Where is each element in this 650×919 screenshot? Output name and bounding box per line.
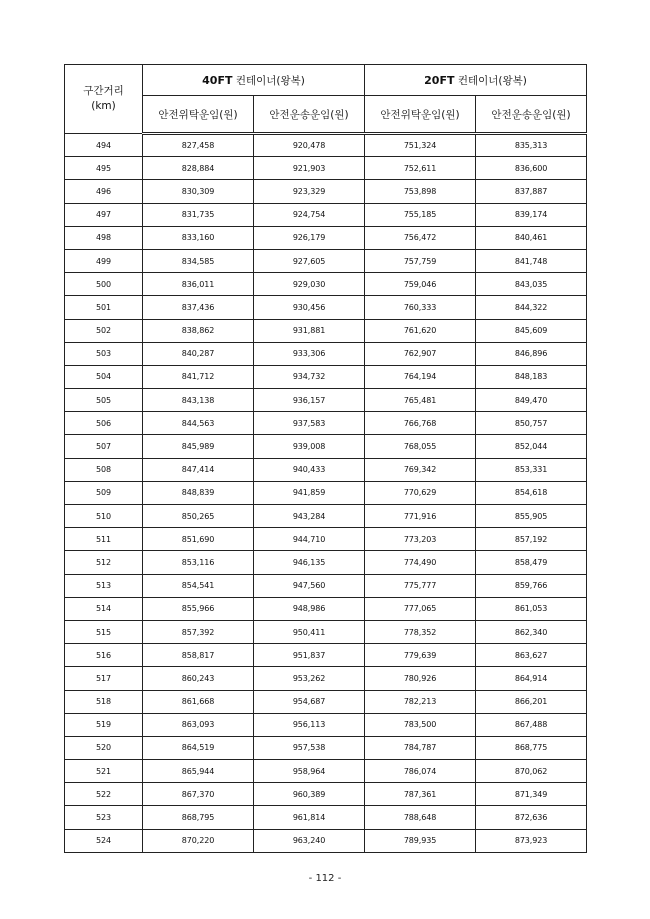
transport-fare-20ft-cell: 867,488: [476, 713, 587, 736]
table-row: [65, 760, 587, 783]
consign-fare-40ft-cell: 840,287: [143, 342, 254, 365]
distance-cell: 505: [65, 389, 143, 412]
consign-fare-40ft-cell: 848,839: [143, 481, 254, 504]
consign-fare-20ft-cell: 760,333: [365, 296, 476, 319]
transport-fare-20ft-header: 안전운송운임(원): [476, 96, 587, 134]
table-row: [65, 690, 587, 713]
transport-fare-20ft-cell: 870,062: [476, 760, 587, 783]
consign-fare-40ft-cell: 861,668: [143, 690, 254, 713]
table-row: [65, 319, 587, 342]
distance-cell: 504: [65, 365, 143, 388]
consign-fare-20ft-cell: 778,352: [365, 620, 476, 643]
transport-fare-20ft-cell: 853,331: [476, 458, 587, 481]
consign-fare-40ft-cell: 831,735: [143, 203, 254, 226]
transport-fare-40ft-cell: 926,179: [254, 226, 365, 249]
table-row: [65, 249, 587, 272]
consign-fare-20ft-cell: 783,500: [365, 713, 476, 736]
consign-fare-20ft-cell: 784,787: [365, 736, 476, 759]
distance-cell: 496: [65, 180, 143, 203]
distance-cell: 513: [65, 574, 143, 597]
consign-fare-20ft-cell: 755,185: [365, 203, 476, 226]
distance-cell: 500: [65, 273, 143, 296]
transport-fare-20ft-cell: 839,174: [476, 203, 587, 226]
distance-cell: 506: [65, 412, 143, 435]
consign-fare-20ft-cell: 787,361: [365, 783, 476, 806]
consign-fare-20ft-cell: 773,203: [365, 528, 476, 551]
transport-fare-20ft-cell: 864,914: [476, 667, 587, 690]
consign-fare-20ft-cell: 771,916: [365, 505, 476, 528]
consign-fare-40ft-cell: 844,563: [143, 412, 254, 435]
transport-fare-40ft-cell: 946,135: [254, 551, 365, 574]
consign-fare-20ft-cell: 757,759: [365, 249, 476, 272]
table-row: [65, 713, 587, 736]
table-row: [65, 574, 587, 597]
transport-fare-20ft-cell: 857,192: [476, 528, 587, 551]
group-20ft-size: 20FT: [424, 73, 455, 87]
transport-fare-40ft-cell: 941,859: [254, 481, 365, 504]
consign-fare-40ft-cell: 851,690: [143, 528, 254, 551]
transport-fare-20ft-cell: 863,627: [476, 644, 587, 667]
consign-fare-40ft-cell: 850,265: [143, 505, 254, 528]
consign-fare-40ft-cell: 860,243: [143, 667, 254, 690]
consign-fare-20ft-cell: 762,907: [365, 342, 476, 365]
consign-fare-20ft-cell: 789,935: [365, 829, 476, 852]
table-row: [65, 783, 587, 806]
transport-fare-20ft-cell: 837,887: [476, 180, 587, 203]
consign-fare-40ft-cell: 845,989: [143, 435, 254, 458]
table-row: [65, 551, 587, 574]
transport-fare-40ft-cell: 947,560: [254, 574, 365, 597]
distance-cell: 510: [65, 505, 143, 528]
table-row: [65, 644, 587, 667]
transport-fare-20ft-cell: 836,600: [476, 157, 587, 180]
consign-fare-40ft-cell: 836,011: [143, 273, 254, 296]
transport-fare-40ft-cell: 940,433: [254, 458, 365, 481]
transport-fare-40ft-cell: 953,262: [254, 667, 365, 690]
distance-cell: 515: [65, 620, 143, 643]
transport-fare-40ft-cell: 920,478: [254, 134, 365, 157]
consign-fare-40ft-cell: 854,541: [143, 574, 254, 597]
consign-fare-20ft-cell: 761,620: [365, 319, 476, 342]
fare-table-body: [65, 134, 587, 853]
transport-fare-40ft-cell: 958,964: [254, 760, 365, 783]
distance-cell: 519: [65, 713, 143, 736]
table-row: [65, 412, 587, 435]
distance-cell: 521: [65, 760, 143, 783]
transport-fare-20ft-cell: 852,044: [476, 435, 587, 458]
consign-fare-20ft-header: 안전위탁운임(원): [365, 96, 476, 134]
consign-fare-20ft-cell: 780,926: [365, 667, 476, 690]
consign-fare-40ft-cell: 843,138: [143, 389, 254, 412]
table-row: [65, 458, 587, 481]
transport-fare-20ft-cell: 855,905: [476, 505, 587, 528]
distance-cell: 524: [65, 829, 143, 852]
distance-cell: 498: [65, 226, 143, 249]
distance-cell: 508: [65, 458, 143, 481]
consign-fare-40ft-cell: 833,160: [143, 226, 254, 249]
consign-fare-40ft-cell: 870,220: [143, 829, 254, 852]
transport-fare-20ft-cell: 850,757: [476, 412, 587, 435]
table-row: [65, 365, 587, 388]
transport-fare-20ft-cell: 868,775: [476, 736, 587, 759]
transport-fare-40ft-cell: 951,837: [254, 644, 365, 667]
transport-fare-40ft-header: 안전운송운임(원): [254, 96, 365, 134]
consign-fare-20ft-cell: 788,648: [365, 806, 476, 829]
group-20ft-label: 컨테이너(왕복): [457, 74, 527, 87]
transport-fare-40ft-cell: 921,903: [254, 157, 365, 180]
transport-fare-40ft-cell: 933,306: [254, 342, 365, 365]
transport-fare-40ft-cell: 948,986: [254, 597, 365, 620]
transport-fare-20ft-cell: 841,748: [476, 249, 587, 272]
transport-fare-20ft-cell: 845,609: [476, 319, 587, 342]
group-20ft-header: [365, 65, 587, 96]
distance-cell: 495: [65, 157, 143, 180]
distance-cell: 501: [65, 296, 143, 319]
transport-fare-40ft-cell: 931,881: [254, 319, 365, 342]
consign-fare-20ft-cell: 756,472: [365, 226, 476, 249]
page-number: - 112 -: [308, 873, 342, 884]
consign-fare-20ft-cell: 759,046: [365, 273, 476, 296]
table-row: [65, 597, 587, 620]
table-row: [65, 157, 587, 180]
distance-header-label: 구간거리: [83, 85, 124, 97]
group-40ft-label: 컨테이너(왕복): [235, 74, 305, 87]
transport-fare-20ft-cell: 858,479: [476, 551, 587, 574]
transport-fare-20ft-cell: 873,923: [476, 829, 587, 852]
consign-fare-20ft-cell: 779,639: [365, 644, 476, 667]
consign-fare-20ft-cell: 765,481: [365, 389, 476, 412]
consign-fare-40ft-cell: 868,795: [143, 806, 254, 829]
consign-fare-20ft-cell: 752,611: [365, 157, 476, 180]
consign-fare-20ft-cell: 768,055: [365, 435, 476, 458]
consign-fare-20ft-cell: 775,777: [365, 574, 476, 597]
transport-fare-20ft-cell: 835,313: [476, 134, 587, 157]
distance-cell: 497: [65, 203, 143, 226]
distance-header: [65, 65, 143, 134]
group-40ft-header: [143, 65, 365, 96]
consign-fare-20ft-cell: 774,490: [365, 551, 476, 574]
distance-cell: 512: [65, 551, 143, 574]
consign-fare-40ft-cell: 830,309: [143, 180, 254, 203]
table-row: [65, 620, 587, 643]
table-row: [65, 342, 587, 365]
distance-cell: 523: [65, 806, 143, 829]
transport-fare-40ft-cell: 944,710: [254, 528, 365, 551]
table-row: [65, 505, 587, 528]
fare-table: [64, 64, 587, 853]
consign-fare-20ft-cell: 769,342: [365, 458, 476, 481]
consign-fare-40ft-cell: 864,519: [143, 736, 254, 759]
consign-fare-20ft-cell: 777,065: [365, 597, 476, 620]
table-row: [65, 806, 587, 829]
transport-fare-40ft-cell: 927,605: [254, 249, 365, 272]
transport-fare-40ft-cell: 937,583: [254, 412, 365, 435]
consign-fare-40ft-cell: 837,436: [143, 296, 254, 319]
distance-cell: 503: [65, 342, 143, 365]
table-row: [65, 667, 587, 690]
consign-fare-40ft-cell: 855,966: [143, 597, 254, 620]
consign-fare-20ft-cell: 764,194: [365, 365, 476, 388]
transport-fare-20ft-cell: 871,349: [476, 783, 587, 806]
transport-fare-40ft-cell: 929,030: [254, 273, 365, 296]
transport-fare-40ft-cell: 954,687: [254, 690, 365, 713]
fare-table-container: [64, 64, 586, 853]
transport-fare-40ft-cell: 950,411: [254, 620, 365, 643]
distance-cell: 514: [65, 597, 143, 620]
transport-fare-20ft-cell: 849,470: [476, 389, 587, 412]
distance-cell: 502: [65, 319, 143, 342]
consign-fare-20ft-cell: 770,629: [365, 481, 476, 504]
transport-fare-20ft-cell: 866,201: [476, 690, 587, 713]
transport-fare-20ft-cell: 854,618: [476, 481, 587, 504]
distance-cell: 520: [65, 736, 143, 759]
transport-fare-40ft-cell: 957,538: [254, 736, 365, 759]
distance-cell: 499: [65, 249, 143, 272]
consign-fare-40ft-cell: 867,370: [143, 783, 254, 806]
consign-fare-20ft-cell: 782,213: [365, 690, 476, 713]
table-row: [65, 481, 587, 504]
consign-fare-40ft-cell: 838,862: [143, 319, 254, 342]
distance-cell: 516: [65, 644, 143, 667]
consign-fare-20ft-cell: 766,768: [365, 412, 476, 435]
transport-fare-20ft-cell: 872,636: [476, 806, 587, 829]
consign-fare-40ft-cell: 834,585: [143, 249, 254, 272]
transport-fare-40ft-cell: 934,732: [254, 365, 365, 388]
distance-header-unit: (km): [91, 100, 116, 112]
distance-cell: 494: [65, 134, 143, 157]
transport-fare-20ft-cell: 846,896: [476, 342, 587, 365]
consign-fare-20ft-cell: 751,324: [365, 134, 476, 157]
transport-fare-20ft-cell: 840,461: [476, 226, 587, 249]
transport-fare-40ft-cell: 963,240: [254, 829, 365, 852]
consign-fare-40ft-cell: 857,392: [143, 620, 254, 643]
table-row: [65, 389, 587, 412]
table-row: [65, 134, 587, 157]
distance-cell: 522: [65, 783, 143, 806]
table-row: [65, 296, 587, 319]
transport-fare-40ft-cell: 960,389: [254, 783, 365, 806]
consign-fare-40ft-cell: 865,944: [143, 760, 254, 783]
consign-fare-20ft-cell: 786,074: [365, 760, 476, 783]
transport-fare-40ft-cell: 943,284: [254, 505, 365, 528]
table-row: [65, 226, 587, 249]
transport-fare-20ft-cell: 844,322: [476, 296, 587, 319]
distance-cell: 518: [65, 690, 143, 713]
table-row: [65, 736, 587, 759]
table-row: [65, 203, 587, 226]
transport-fare-20ft-cell: 848,183: [476, 365, 587, 388]
distance-cell: 517: [65, 667, 143, 690]
fare-table-header: [65, 65, 587, 134]
transport-fare-40ft-cell: 930,456: [254, 296, 365, 319]
table-row: [65, 435, 587, 458]
consign-fare-40ft-cell: 853,116: [143, 551, 254, 574]
consign-fare-40ft-cell: 863,093: [143, 713, 254, 736]
distance-cell: 507: [65, 435, 143, 458]
consign-fare-40ft-cell: 841,712: [143, 365, 254, 388]
table-row: [65, 180, 587, 203]
distance-cell: 509: [65, 481, 143, 504]
transport-fare-40ft-cell: 924,754: [254, 203, 365, 226]
transport-fare-40ft-cell: 923,329: [254, 180, 365, 203]
transport-fare-20ft-cell: 859,766: [476, 574, 587, 597]
transport-fare-40ft-cell: 961,814: [254, 806, 365, 829]
table-row: [65, 829, 587, 852]
table-row: [65, 528, 587, 551]
transport-fare-40ft-cell: 956,113: [254, 713, 365, 736]
consign-fare-40ft-cell: 827,458: [143, 134, 254, 157]
transport-fare-40ft-cell: 936,157: [254, 389, 365, 412]
group-40ft-size: 40FT: [202, 73, 233, 87]
transport-fare-20ft-cell: 862,340: [476, 620, 587, 643]
consign-fare-40ft-header: 안전위탁운임(원): [143, 96, 254, 134]
transport-fare-20ft-cell: 861,053: [476, 597, 587, 620]
distance-cell: 511: [65, 528, 143, 551]
table-row: [65, 273, 587, 296]
consign-fare-40ft-cell: 858,817: [143, 644, 254, 667]
consign-fare-40ft-cell: 828,884: [143, 157, 254, 180]
transport-fare-20ft-cell: 843,035: [476, 273, 587, 296]
transport-fare-40ft-cell: 939,008: [254, 435, 365, 458]
consign-fare-40ft-cell: 847,414: [143, 458, 254, 481]
consign-fare-20ft-cell: 753,898: [365, 180, 476, 203]
